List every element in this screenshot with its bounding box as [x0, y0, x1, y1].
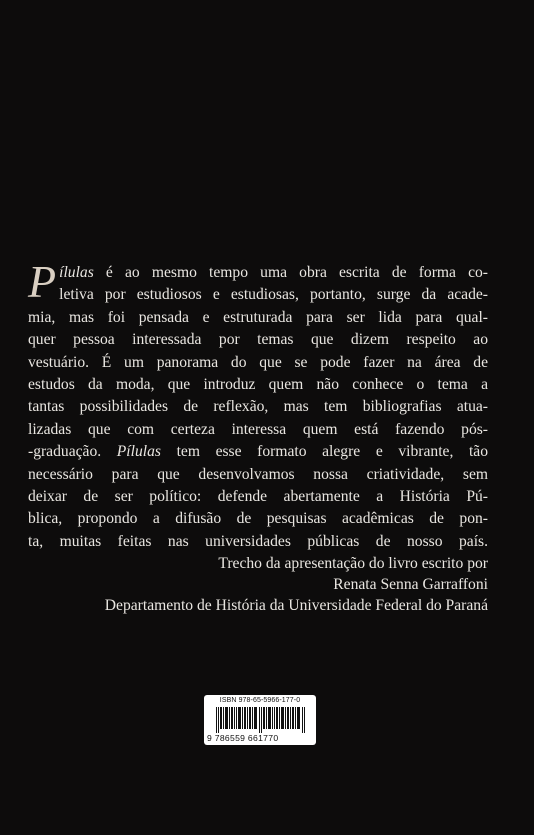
blurb-line-4: quer pessoa interessada por temas que dizem respeito ao: [28, 331, 488, 349]
blurb-line-8: lizadas que com certeza interessa quem está fazendo pós-: [28, 420, 488, 438]
blurb-line-5: vestuário. É um panorama do que se pode fazer na área de: [28, 353, 488, 371]
blurb-text: é ao mesmo tempo uma obra escrita de forma co-: [93, 264, 488, 281]
blurb-line-3: mia, mas foi pensada e estruturada para ser lida para qual-: [28, 308, 488, 326]
blurb-paragraph: [28, 256, 489, 553]
blurb-line-2: letiva por estudiosos e estudiosas, portanto, surge da acade-: [59, 286, 488, 304]
blurb-line-9: [28, 441, 488, 463]
credit-author: Renata Senna Garraffoni: [333, 576, 488, 593]
credit-line-1: Trecho da apresentação do livro escrito por: [218, 555, 488, 572]
credit-block: [105, 553, 488, 616]
isbn-barcode: [204, 695, 316, 745]
isbn-label: ISBN 978-65-5966-177-0: [219, 697, 301, 704]
barcode-bars: [216, 707, 306, 733]
blurb-line-10: necessário para que desenvolvamos nossa criatividade, sem: [28, 465, 488, 483]
blurb-text: -graduação.: [28, 443, 117, 461]
book-title-italic: ílulas: [59, 264, 94, 281]
blurb-line-6: estudos da moda, que introduz quem não conhece o tema a: [28, 375, 488, 393]
isbn-digits: 9 786559 661770: [207, 733, 279, 743]
dropcap-letter: P: [28, 256, 57, 307]
blurb-line-13: ta, muitas feitas nas universidades públicas de nosso país.: [28, 532, 488, 550]
credit-affiliation: Departamento de História da Universidade Federal do Paraná: [104, 597, 488, 614]
blurb-line-7: tantas possibilidades de reflexão, mas tem bibliografias atua-: [28, 398, 488, 416]
book-title-italic: Pílulas: [116, 443, 161, 461]
blurb-line-12: blica, propondo a difusão de pesquisas acadêmicas de pon-: [28, 510, 488, 528]
blurb-text: tem esse formato alegre e vibrante, tão: [160, 443, 489, 461]
blurb-line-11: deixar de ser político: defende abertamente a História Pú-: [28, 487, 488, 505]
